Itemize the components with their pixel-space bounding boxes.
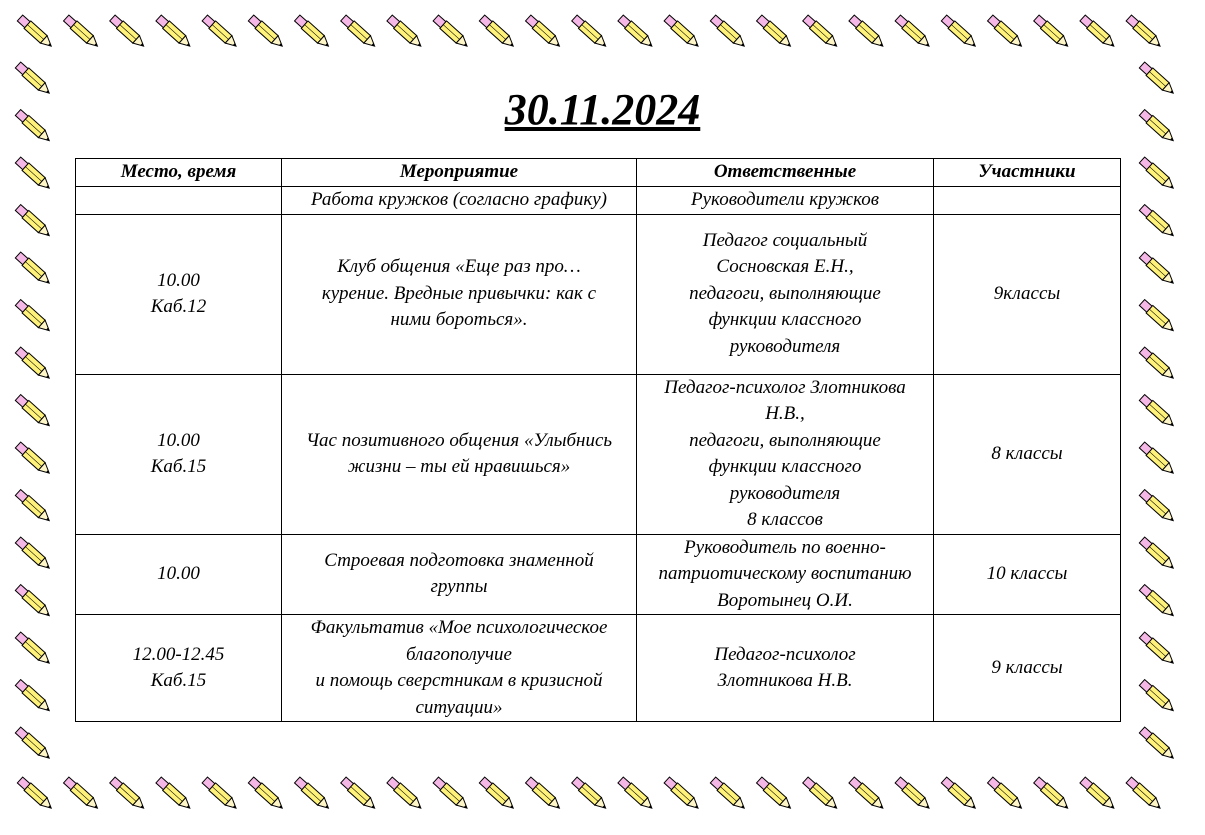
cell-participants: 9 классы [934,615,1121,722]
pencil-icon [848,776,886,812]
pencil-icon [15,394,53,430]
pencil-icon [802,776,840,812]
cell-place-time: 10.00 Каб.15 [76,374,282,534]
column-header-participants: Участники [934,159,1121,187]
pencil-icon [386,776,424,812]
pencil-icon [248,14,286,50]
pencil-icon [1079,14,1117,50]
pencil-icon [155,14,193,50]
pencil-icon [1033,776,1071,812]
pencil-icon [617,776,655,812]
cell-participants: 8 классы [934,374,1121,534]
pencil-icon [340,14,378,50]
pencil-icon [1139,726,1177,762]
pencil-icon [201,14,239,50]
column-header-event: Мероприятие [282,159,637,187]
pencil-icon [941,14,979,50]
pencil-icon [63,776,101,812]
cell-participants: 9классы [934,214,1121,374]
cell-place-time: 10.00 Каб.12 [76,214,282,374]
cell-place-time [76,187,282,215]
pencil-icon [17,14,55,50]
pencil-icon [15,441,53,477]
pencil-icon [1125,776,1163,812]
pencil-icon [479,776,517,812]
cell-participants [934,187,1121,215]
pencil-icon [109,776,147,812]
cell-event: Работа кружков (согласно графику) [282,187,637,215]
page-title: 30.11.2024 [504,85,701,134]
pencil-icon [15,584,53,620]
pencil-icon [571,776,609,812]
pencil-icon [294,776,332,812]
cell-event: Факультатив «Мое психологическое благополучие и помощь сверстникам в кризисной ситуации» [282,615,637,722]
pencil-icon [525,776,563,812]
pencil-icon [1139,679,1177,715]
pencil-icon [571,14,609,50]
schedule-table [75,158,1121,722]
table-row [76,534,1121,615]
pencil-icon [15,204,53,240]
cell-responsible: Педагог социальный Сосновская Е.Н., педагоги, выполняющие функции классного руководителя [637,214,934,374]
column-header-responsible: Ответственные [637,159,934,187]
pencil-icon [1139,346,1177,382]
table-row [76,374,1121,534]
pencil-icon [894,14,932,50]
pencil-icon [432,776,470,812]
cell-event: Строевая подготовка знаменной группы [282,534,637,615]
pencil-icon [710,776,748,812]
cell-responsible: Руководитель по военно- патриотическому воспитанию Воротынец О.И. [637,534,934,615]
pencil-icon [1139,631,1177,667]
table-row [76,187,1121,215]
pencil-icon [294,14,332,50]
cell-responsible: Руководители кружков [637,187,934,215]
pencil-icon [15,631,53,667]
pencil-icon [15,679,53,715]
pencil-icon [1139,394,1177,430]
pencil-icon [248,776,286,812]
cell-event: Час позитивного общения «Улыбнись жизни – ты ей нравишься» [282,374,637,534]
pencil-icon [109,14,147,50]
pencil-icon [15,346,53,382]
pencil-icon [15,536,53,572]
pencil-icon [1139,584,1177,620]
pencil-icon [663,14,701,50]
pencil-icon [340,776,378,812]
pencil-icon [1139,441,1177,477]
pencil-icon [987,14,1025,50]
cell-responsible: Педагог-психолог Злотникова Н.В., педагоги, выполняющие функции классного руководителя 8 классов [637,374,934,534]
cell-place-time: 12.00-12.45 Каб.15 [76,615,282,722]
pencil-icon [710,14,748,50]
pencil-icon [15,156,53,192]
pencil-icon [802,14,840,50]
pencil-icon [1125,14,1163,50]
pencil-icon [525,14,563,50]
pencil-icon [848,14,886,50]
pencil-icon [894,776,932,812]
column-header-place-time: Место, время [76,159,282,187]
table-row [76,615,1121,722]
pencil-icon [155,776,193,812]
cell-participants: 10 классы [934,534,1121,615]
pencil-icon [617,14,655,50]
pencil-icon [1079,776,1117,812]
pencil-icon [15,489,53,525]
pencil-icon [15,299,53,335]
pencil-icon [432,14,470,50]
table-header-row [76,159,1121,187]
pencil-icon [941,776,979,812]
pencil-icon [1139,156,1177,192]
pencil-icon [756,14,794,50]
pencil-icon [987,776,1025,812]
pencil-icon [63,14,101,50]
pencil-icon [15,726,53,762]
cell-place-time: 10.00 [76,534,282,615]
pencil-icon [1139,536,1177,572]
pencil-icon [756,776,794,812]
pencil-icon [201,776,239,812]
pencil-icon [15,251,53,287]
pencil-icon [479,14,517,50]
pencil-icon [1033,14,1071,50]
pencil-icon [1139,251,1177,287]
pencil-icon [663,776,701,812]
pencil-icon [1139,204,1177,240]
cell-responsible: Педагог-психолог Злотникова Н.В. [637,615,934,722]
table-row [76,214,1121,374]
pencil-icon [17,776,55,812]
pencil-icon [386,14,424,50]
pencil-icon [1139,489,1177,525]
cell-event: Клуб общения «Еще раз про… курение. Вредные привычки: как с ними бороться». [282,214,637,374]
pencil-icon [1139,299,1177,335]
